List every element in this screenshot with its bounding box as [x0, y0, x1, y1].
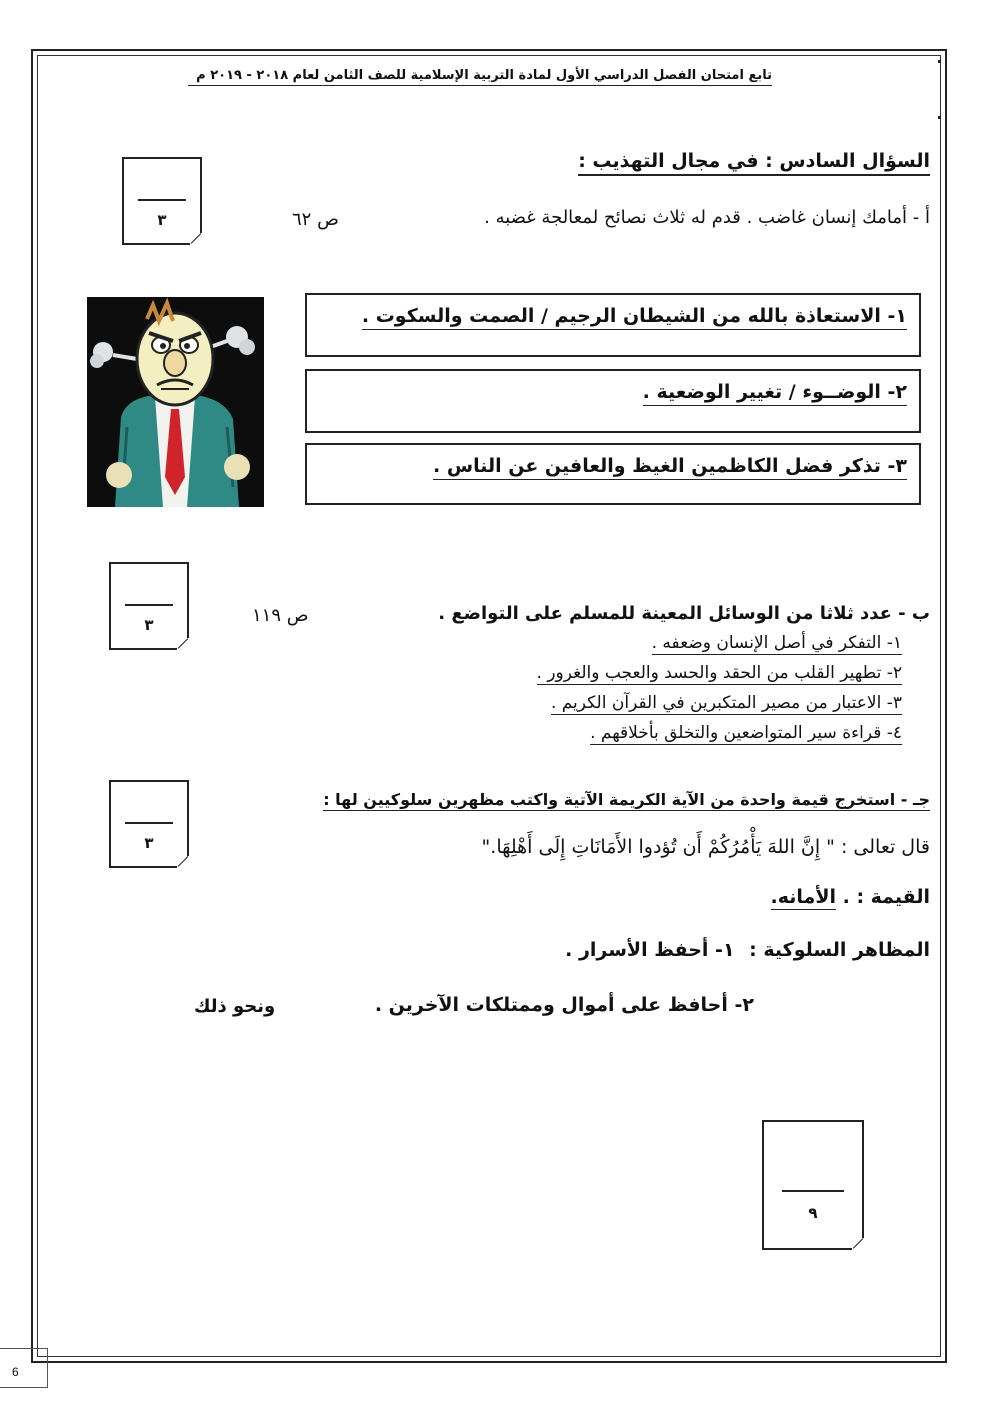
exam-header: [196, 68, 772, 83]
part-b-answer-1: ١- التفكر في أصل الإنسان وضعفه .: [651, 633, 902, 653]
page-number-box: [0, 1348, 48, 1388]
value-label: القيمة : .: [842, 886, 930, 908]
question-title-sub: : في مجال التهذيب :: [578, 150, 773, 172]
part-c-verse: قال تعالى : " إِنَّ اللهَ يَأْمُرُكُمْ أَن تُؤدوا الأَمَانَاتِ إِلَى أَهْلِهَا.": [481, 836, 930, 858]
answer-a2-text: ٢- الوضــوء / تغيير الوضعية .: [642, 381, 907, 403]
question-title-main: السؤال السادس: [779, 150, 930, 172]
part-b-answer-3: ٣- الاعتبار من مصير المتكبرين في القرآن الكريم .: [550, 693, 902, 713]
score-value: ٣: [144, 834, 154, 852]
corner-mark: [938, 116, 941, 119]
behavior-1: ١- أحفظ الأسرار .: [565, 939, 735, 961]
part-c-etc: ونحو ذلك: [194, 996, 276, 1017]
part-c-value: [771, 886, 930, 908]
part-c-behavior-2: ٢- أحافظ على أموال وممتلكات الآخرين .: [374, 994, 754, 1016]
page-number: 6: [12, 1365, 19, 1379]
part-c-prompt: جـ - استخرج قيمة واحدة من الآية الكريمة الآتية واكتب مظهرين سلوكيين لها :: [323, 790, 930, 809]
score-value: ٣: [144, 616, 154, 634]
score-box-part-b: [109, 562, 189, 650]
answer-box-a1: [305, 293, 921, 357]
answer-a3-text: ٣- تذكر فضل الكاظمين الغيظ والعافين عن الناس .: [433, 455, 907, 477]
part-a-prompt: أ - أمامك إنسان غاضب . قدم له ثلاث نصائح لمعالجة غضبه .: [484, 207, 930, 228]
angry-man-icon: [87, 297, 264, 507]
angry-man-illustration: [87, 297, 264, 507]
exam-header-text: تابع امتحان الفصل الدراسي الأول لمادة التربية الإسلامية للصف الثامن لعام ٢٠١٨ - ٢٠١٩ م: [196, 68, 772, 83]
answer-box-a2: [305, 369, 921, 433]
part-b-answer-2: ٢- تطهير القلب من الحقد والحسد والعجب والغرور .: [536, 663, 902, 683]
question-title: [578, 150, 930, 172]
behaviors-label: المظاهر السلوكية :: [749, 939, 930, 961]
part-b-answer-4: ٤- قراءة سير المتواضعين والتخلق بأخلاقهم .: [590, 723, 902, 743]
total-score-value: ٩: [808, 1204, 818, 1222]
score-value: ٣: [157, 211, 167, 229]
value-answer: الأمانه.: [770, 886, 836, 908]
corner-mark: [938, 60, 941, 63]
part-b-prompt: ب - عدد ثلاثا من الوسائل المعينة للمسلم على التواضع .: [438, 603, 930, 624]
score-box-part-a: [122, 157, 202, 245]
part-c-behaviors: [565, 939, 930, 961]
part-b-page-ref: ص ١١٩: [252, 605, 309, 626]
total-score-box: [762, 1120, 864, 1250]
score-box-part-c: [109, 780, 189, 868]
answer-box-a3: [305, 443, 921, 505]
part-a-page-ref: ص ٦٢: [292, 209, 339, 230]
answer-a1-text: ١- الاستعاذة بالله من الشيطان الرجيم / الصمت والسكوت .: [361, 305, 907, 327]
